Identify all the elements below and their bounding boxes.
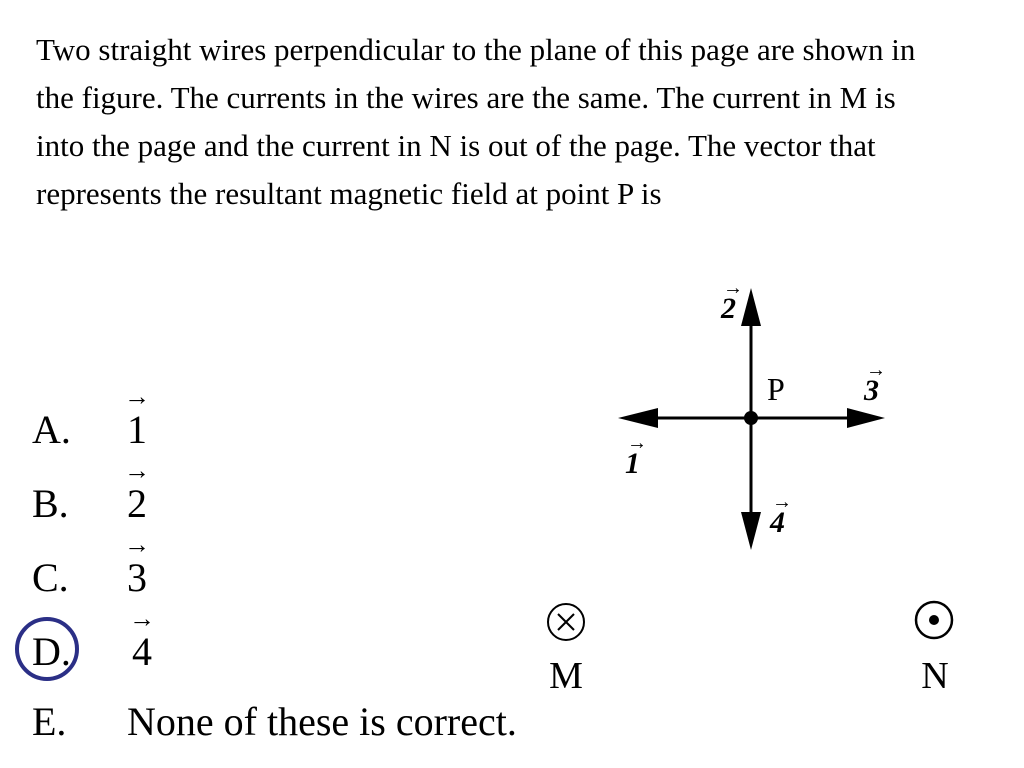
vector-2-arrowhead	[741, 288, 761, 326]
question-text: Two straight wires perpendicular to the plane of this page are shown in the figure. The currents in the wires are the same. The current in M is into the page and the current in N is out of the page. The vector that represents the resultant magnetic field at point P is	[36, 32, 916, 211]
choice-letter: C.	[32, 555, 69, 600]
vector-1-label: → 1	[127, 395, 147, 465]
vector-3-label: → 3	[127, 543, 147, 613]
vector-1-label: 1	[625, 447, 640, 480]
vector-arrow-icon: →	[627, 432, 647, 454]
wire-m-label: M	[549, 655, 583, 697]
vector-arrow-icon: →	[866, 359, 886, 381]
vector-arrow-icon: →	[772, 491, 792, 513]
choice-letter: D.	[32, 629, 71, 674]
choice-letter: E.	[32, 699, 67, 744]
choice-answer-text: None of these is correct.	[127, 699, 517, 744]
vector-arrow-icon: →	[723, 277, 743, 299]
wire-n-out-of-page-icon	[916, 602, 952, 638]
vector-2-label: 2	[721, 292, 736, 325]
point-p-dot	[744, 411, 758, 425]
wire-m-into-page-icon	[548, 604, 584, 640]
vector-4-arrowhead	[741, 512, 761, 550]
vector-3-label: 3	[864, 374, 879, 407]
choice-letter: B.	[32, 481, 69, 526]
vector-4-label: → 4	[132, 617, 152, 687]
point-p-label: P	[767, 371, 785, 407]
vector-4-label: 4	[770, 506, 785, 539]
wire-n-label: N	[921, 655, 949, 697]
vector-2-label: → 2	[127, 469, 147, 539]
vector-1-arrowhead	[618, 408, 658, 428]
choice-letter: A.	[32, 407, 71, 452]
vector-3-arrowhead	[847, 408, 885, 428]
